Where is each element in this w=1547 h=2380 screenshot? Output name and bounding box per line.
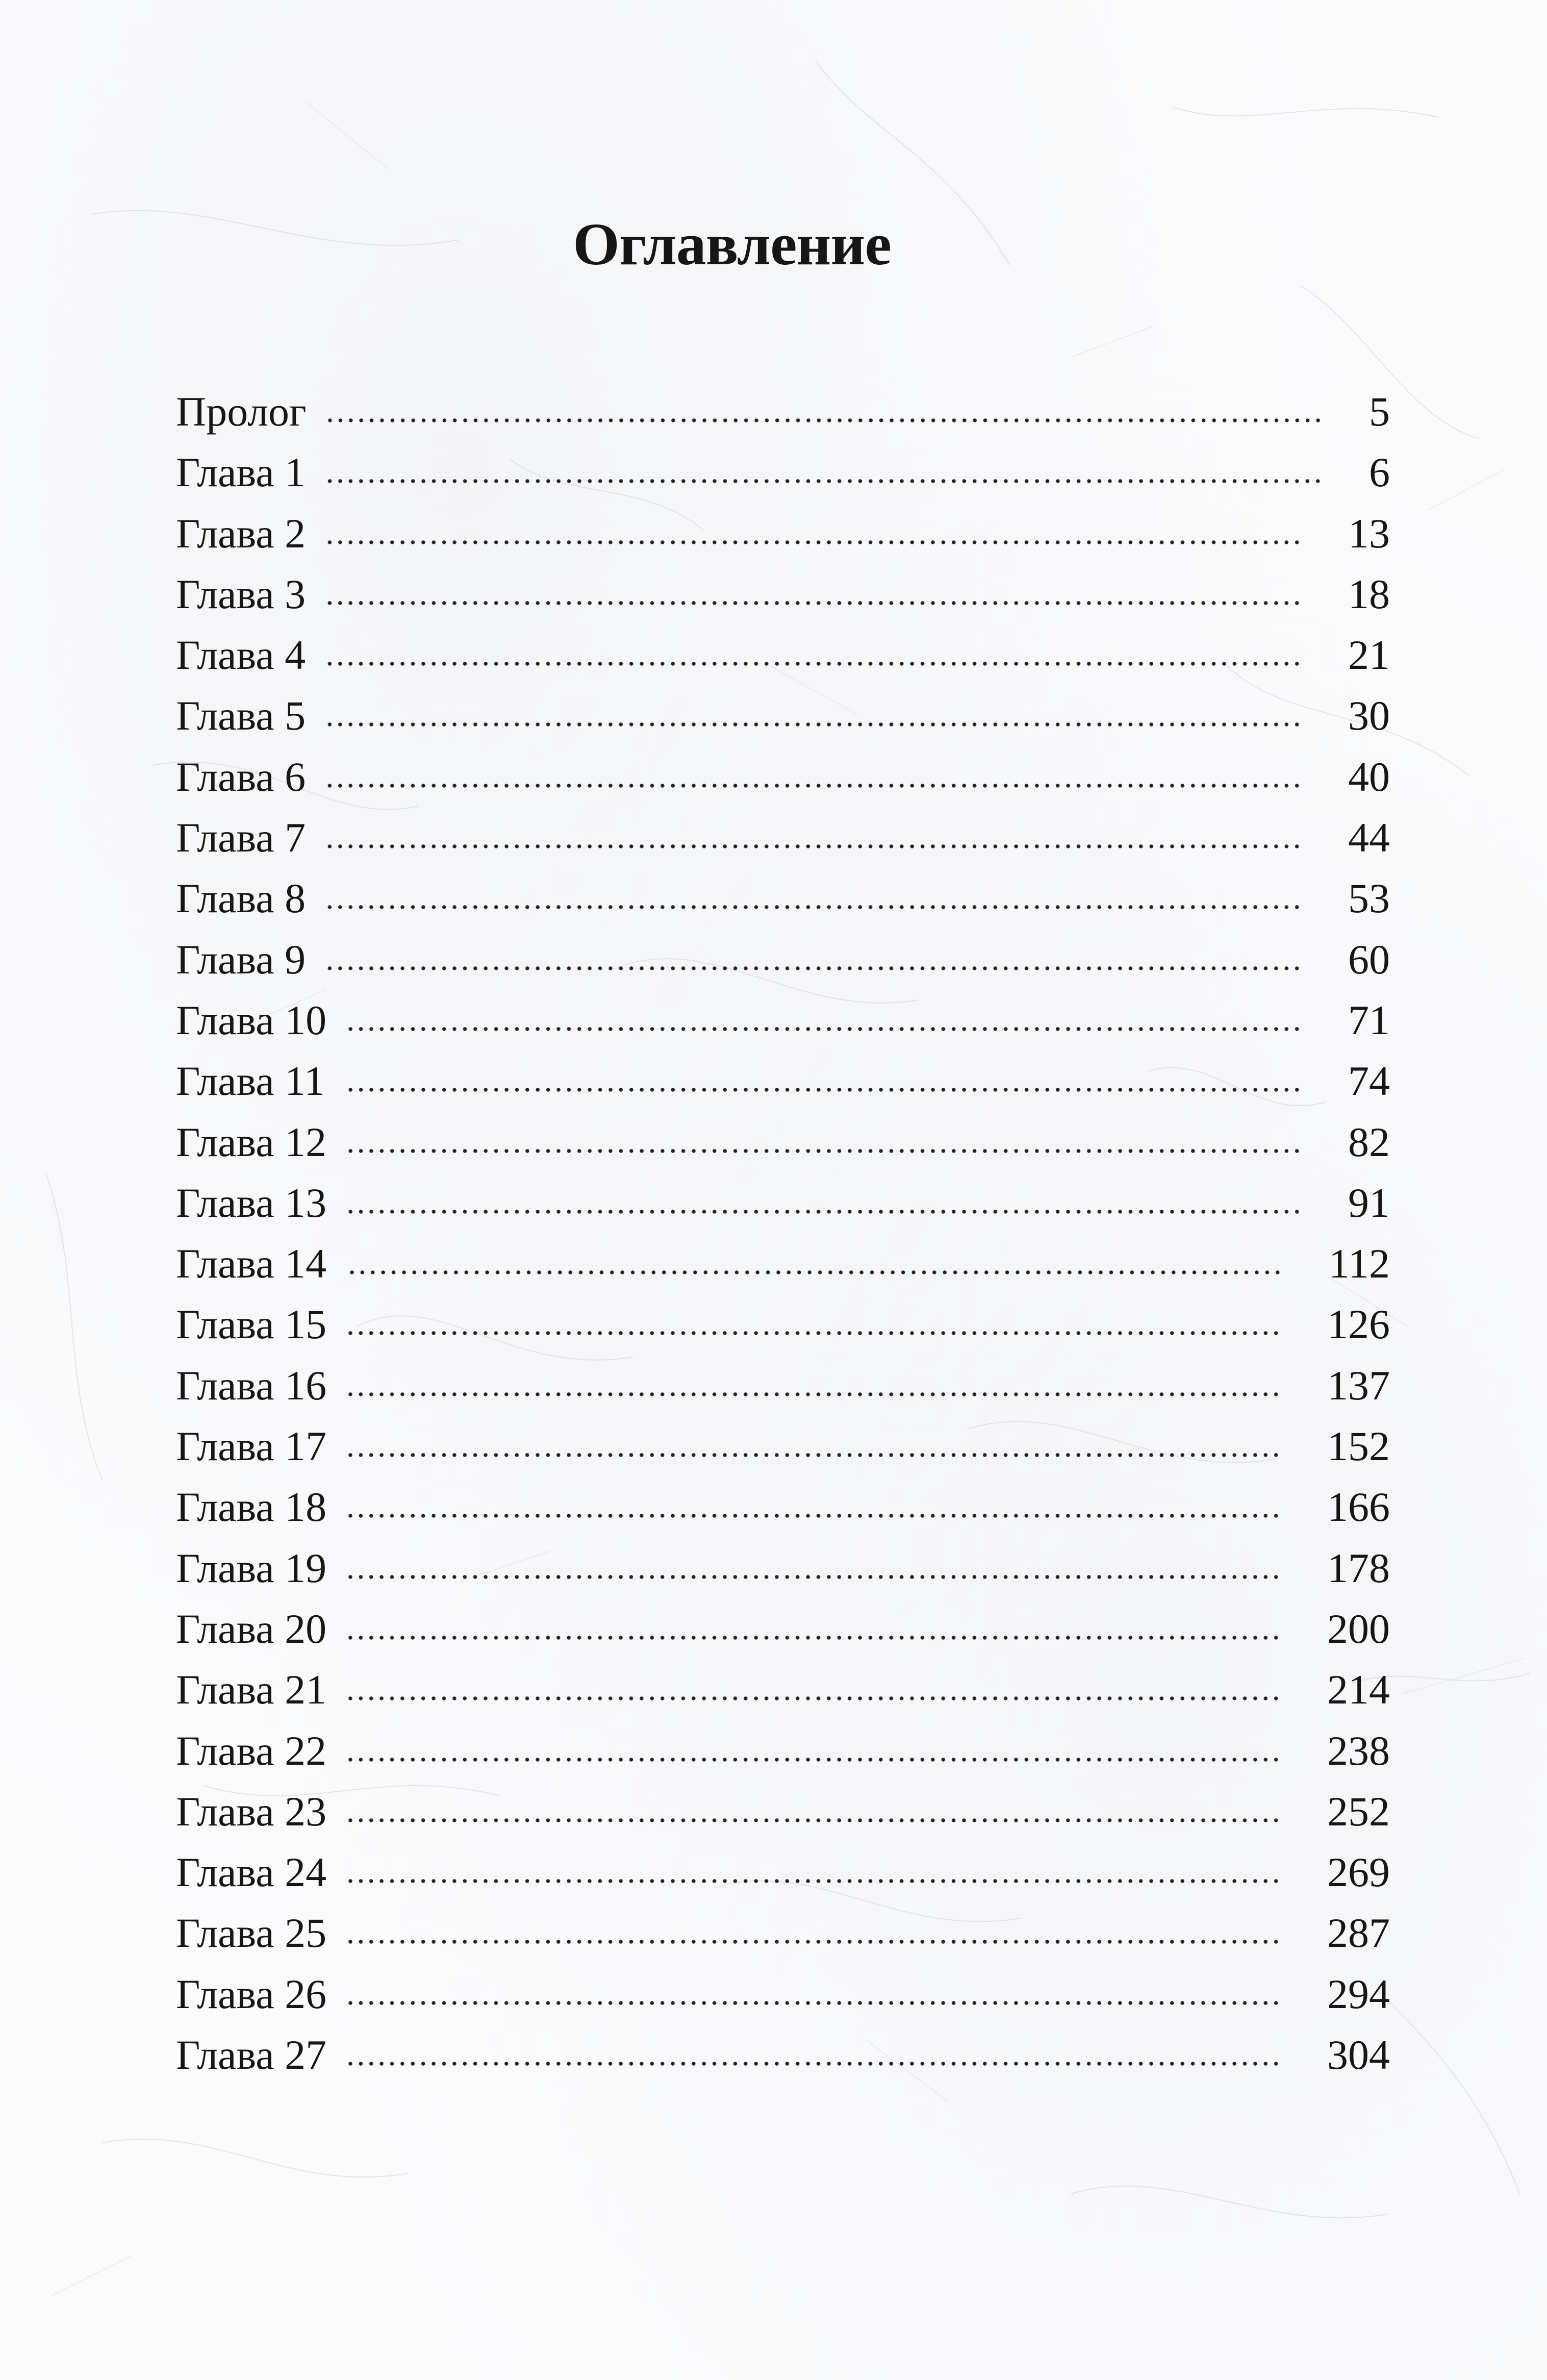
- dot-leader: [347, 1391, 1281, 1397]
- toc-entry-label: Глава 4: [176, 632, 306, 679]
- toc-entry-page-number: 238: [1327, 1727, 1390, 1774]
- toc-entry-label: Глава 25: [176, 1910, 327, 1957]
- dot-leader: [326, 539, 1302, 545]
- dot-leader: [347, 1330, 1281, 1336]
- dot-leader: [347, 1269, 1283, 1275]
- toc-entry-label: Глава 21: [176, 1666, 327, 1713]
- toc-entry-page-number: 166: [1327, 1484, 1390, 1531]
- toc-entry-page-number: 269: [1327, 1849, 1390, 1896]
- toc-entry-prologue[interactable]: [176, 381, 1390, 442]
- toc-entry-page-number: 6: [1369, 449, 1390, 496]
- dot-leader: [326, 721, 1302, 728]
- toc-entry-chapter-21[interactable]: [176, 1659, 1390, 1720]
- toc-entry-chapter-26[interactable]: [176, 1964, 1390, 2024]
- toc-entry-page-number: 252: [1327, 1788, 1390, 1835]
- table-of-contents: [176, 381, 1390, 2085]
- toc-entry-page-number: 30: [1348, 692, 1390, 739]
- toc-entry-chapter-9[interactable]: [176, 929, 1390, 990]
- toc-entry-page-number: 82: [1348, 1118, 1390, 1165]
- dot-leader: [326, 783, 1302, 789]
- toc-entry-chapter-20[interactable]: [176, 1598, 1390, 1659]
- toc-entry-page-number: 5: [1369, 388, 1390, 435]
- toc-entry-chapter-24[interactable]: [176, 1842, 1390, 1902]
- toc-entry-chapter-25[interactable]: [176, 1902, 1390, 1963]
- toc-entry-chapter-16[interactable]: [176, 1355, 1390, 1416]
- toc-entry-page-number: 18: [1348, 570, 1390, 617]
- toc-entry-label: Глава 11: [176, 1058, 325, 1105]
- dot-leader: [347, 1148, 1302, 1154]
- toc-entry-chapter-11[interactable]: [176, 1050, 1390, 1111]
- toc-entry-page-number: 214: [1327, 1666, 1390, 1713]
- toc-entry-page-number: 53: [1348, 875, 1390, 922]
- toc-entry-chapter-1[interactable]: [176, 442, 1390, 503]
- dot-leader: [347, 1574, 1281, 1580]
- toc-entry-chapter-3[interactable]: [176, 564, 1390, 624]
- dot-leader: [347, 2000, 1281, 2006]
- toc-entry-label: Глава 5: [176, 692, 306, 739]
- toc-entry-chapter-2[interactable]: [176, 503, 1390, 564]
- toc-entry-page-number: 137: [1327, 1362, 1390, 1409]
- toc-entry-page-number: 152: [1327, 1423, 1390, 1470]
- toc-entry-page-number: 91: [1348, 1179, 1390, 1226]
- toc-entry-label: Глава 2: [176, 510, 306, 557]
- toc-entry-page-number: 74: [1348, 1058, 1390, 1105]
- toc-entry-label: Глава 22: [176, 1727, 327, 1774]
- toc-entry-label: Глава 19: [176, 1544, 327, 1591]
- toc-entry-page-number: 126: [1327, 1301, 1390, 1348]
- toc-entry-label: Глава 20: [176, 1605, 327, 1652]
- toc-entry-page-number: 13: [1348, 510, 1390, 557]
- dot-leader: [347, 1635, 1281, 1641]
- toc-entry-page-number: 294: [1327, 1970, 1390, 2017]
- dot-leader: [347, 1513, 1281, 1519]
- toc-entry-page-number: 71: [1348, 996, 1390, 1043]
- toc-entry-label: Глава 3: [176, 570, 306, 617]
- toc-entry-page-number: 60: [1348, 936, 1390, 983]
- toc-entry-chapter-19[interactable]: [176, 1538, 1390, 1598]
- toc-entry-label: Глава 13: [176, 1179, 327, 1226]
- toc-entry-page-number: 287: [1327, 1910, 1390, 1957]
- dot-leader: [347, 1026, 1302, 1032]
- toc-entry-label: Глава 14: [176, 1240, 327, 1287]
- toc-entry-chapter-7[interactable]: [176, 807, 1390, 868]
- toc-entry-label: Глава 23: [176, 1788, 327, 1835]
- dot-leader: [347, 1817, 1281, 1823]
- dot-leader: [347, 1757, 1281, 1763]
- dot-leader: [345, 1087, 1302, 1093]
- toc-entry-label: Глава 9: [176, 936, 306, 983]
- toc-entry-label: Глава 24: [176, 1849, 327, 1896]
- dot-leader: [347, 1209, 1302, 1215]
- dot-leader: [347, 1695, 1281, 1701]
- dot-leader: [326, 478, 1323, 484]
- toc-entry-chapter-4[interactable]: [176, 624, 1390, 685]
- toc-entry-chapter-22[interactable]: [176, 1720, 1390, 1781]
- toc-entry-label: Глава 8: [176, 875, 306, 922]
- toc-entry-label: Глава 6: [176, 753, 306, 800]
- toc-entry-chapter-15[interactable]: [176, 1294, 1390, 1355]
- toc-entry-page-number: 304: [1327, 2032, 1390, 2078]
- dot-leader: [326, 965, 1302, 971]
- toc-entry-chapter-27[interactable]: [176, 2024, 1390, 2085]
- toc-entry-chapter-18[interactable]: [176, 1476, 1390, 1537]
- toc-entry-label: Глава 18: [176, 1484, 327, 1531]
- toc-entry-chapter-8[interactable]: [176, 868, 1390, 929]
- dot-leader: [347, 1939, 1281, 1945]
- toc-entry-page-number: 178: [1327, 1544, 1390, 1591]
- toc-entry-label: Глава 12: [176, 1118, 327, 1165]
- dot-leader: [347, 1452, 1281, 1458]
- dot-leader: [326, 904, 1302, 910]
- toc-entry-page-number: 40: [1348, 753, 1390, 800]
- page-title: Оглавление: [573, 211, 891, 278]
- dot-leader: [327, 417, 1323, 423]
- toc-entry-chapter-6[interactable]: [176, 746, 1390, 807]
- dot-leader: [326, 661, 1302, 667]
- dot-leader: [347, 1878, 1281, 1884]
- toc-entry-label: Глава 17: [176, 1423, 327, 1470]
- toc-entry-chapter-10[interactable]: [176, 990, 1390, 1050]
- dot-leader: [326, 843, 1302, 849]
- dot-leader: [326, 600, 1302, 606]
- toc-entry-chapter-23[interactable]: [176, 1781, 1390, 1842]
- toc-entry-page-number: 21: [1348, 632, 1390, 679]
- toc-entry-label: Глава 26: [176, 1970, 327, 2017]
- toc-entry-chapter-13[interactable]: [176, 1172, 1390, 1233]
- toc-entry-chapter-17[interactable]: [176, 1416, 1390, 1476]
- toc-entry-chapter-14[interactable]: [176, 1233, 1390, 1294]
- dot-leader: [347, 2061, 1281, 2067]
- toc-entry-chapter-5[interactable]: [176, 685, 1390, 746]
- toc-entry-chapter-12[interactable]: [176, 1112, 1390, 1172]
- toc-entry-page-number: 112: [1329, 1240, 1390, 1287]
- toc-entry-label: Глава 10: [176, 996, 327, 1043]
- toc-entry-page-number: 44: [1348, 814, 1390, 861]
- toc-entry-label: Глава 27: [176, 2032, 327, 2078]
- toc-entry-label: Пролог: [176, 388, 307, 435]
- toc-entry-label: Глава 15: [176, 1301, 327, 1348]
- toc-entry-label: Глава 1: [176, 449, 306, 496]
- toc-entry-label: Глава 7: [176, 814, 306, 861]
- toc-entry-label: Глава 16: [176, 1362, 327, 1409]
- toc-entry-page-number: 200: [1327, 1605, 1390, 1652]
